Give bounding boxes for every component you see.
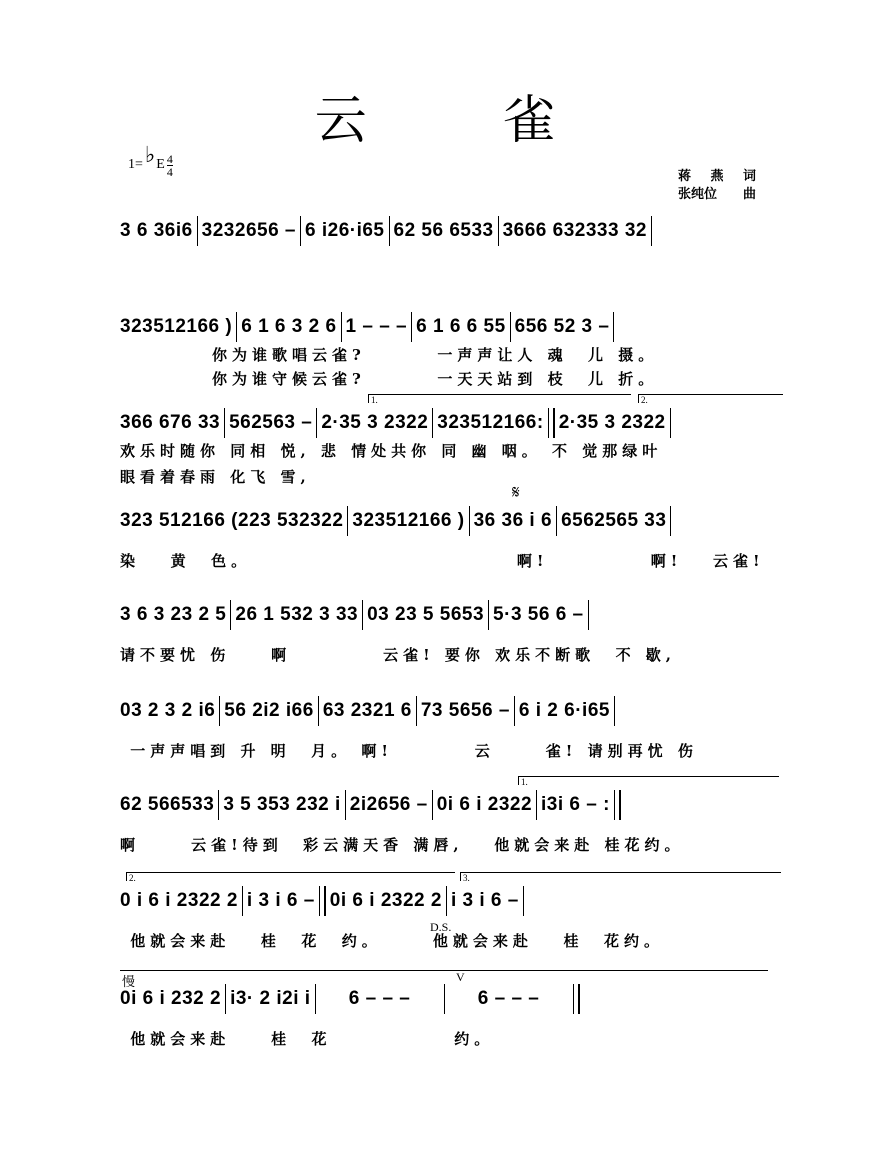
measure: i 3 i 6 – — [246, 890, 315, 911]
measure: 323 512166 — [120, 510, 226, 531]
measure: i 3 i 6 – — [450, 890, 519, 911]
volta-2: 2. — [126, 872, 455, 881]
composer-credit: 张纯位 曲 — [678, 187, 756, 202]
segno-icon: 𝄋 — [512, 482, 520, 502]
measure: 3 6 36i6 — [120, 220, 193, 241]
lyric-verse-1: 你为谁歌唱云雀? 一声声让人 魂 儿 摄。 — [120, 346, 659, 364]
measure: 26 1 532 3 33 — [235, 604, 359, 625]
measure: 2·35 3 2322 — [558, 412, 666, 433]
measure: 6 i 2 6·i65 — [518, 700, 610, 721]
measure: 0i 6 i 232 2 — [120, 988, 222, 1009]
measure: i3i 6 – : — [541, 794, 610, 815]
measure: 1 – – – — [345, 316, 408, 337]
tempo-mark: 慢 — [120, 970, 768, 979]
measure: 62 56 6533 — [393, 220, 494, 241]
measure: 63 2321 6 — [322, 700, 412, 721]
notes-row — [120, 696, 619, 726]
notes-row — [120, 790, 625, 820]
notes-row — [120, 506, 675, 536]
lyric: 啊 云雀!待到 彩云满天香 满唇, 他就会来赴 桂花约。 — [120, 836, 685, 854]
measure: 2i2656 – — [349, 794, 428, 815]
key-prefix: 1= — [128, 157, 143, 172]
measure: i3· 2 i2i i — [230, 988, 311, 1009]
measure: 562563 – — [229, 412, 313, 433]
notes-row — [120, 984, 584, 1014]
lyric-verse-2: 眼看着春雨 化飞 雪, — [120, 468, 311, 486]
volta-1: 1. — [518, 776, 779, 785]
measure: 6 1 6 3 2 6 — [241, 316, 337, 337]
notes-row — [120, 408, 675, 438]
time-signature — [167, 153, 173, 178]
measure: 3 5 353 232 i — [223, 794, 341, 815]
song-title: 云 雀 — [314, 91, 616, 151]
notes-row — [120, 600, 593, 630]
measure: 0i 6 i 2322 — [436, 794, 533, 815]
measure: 62 566533 — [120, 794, 215, 815]
volta-1: 1. — [368, 394, 631, 403]
measure: 323512166: — [437, 412, 544, 433]
measure: 03 23 5 5653 — [367, 604, 485, 625]
notes-row — [120, 312, 618, 342]
measure: 6 1 6 6 55 — [416, 316, 506, 337]
measure: 323512166 ) — [352, 510, 465, 531]
key-note: E — [156, 157, 165, 172]
notes-row — [120, 216, 656, 246]
measure: 2·35 3 2322 — [321, 412, 429, 433]
measure: 6562565 33 — [561, 510, 667, 531]
volta-3: 3. — [460, 872, 781, 881]
measure: 73 5656 – — [420, 700, 510, 721]
measure: 3232656 – — [201, 220, 296, 241]
notes-row — [120, 886, 528, 916]
lyricist-credit: 蒋 燕 词 — [678, 169, 756, 184]
measure: 5·3 56 6 – — [493, 604, 584, 625]
lyric: 请不要忧 伤 啊 云雀! 要你 欢乐不断歌 不 歇, — [120, 646, 677, 664]
flat-icon: ♭ — [144, 142, 156, 167]
measure: 3 6 3 23 2 5 — [120, 604, 227, 625]
lyric-verse-1: 欢乐时随你 同相 悦, 悲 情处共你 同 幽 咽。 不 觉那绿叶 — [120, 442, 663, 460]
measure: 56 2i2 i66 — [224, 700, 314, 721]
breath-mark: V — [456, 970, 465, 984]
lyric: 染 黄 色。 啊! 啊! 云雀! — [120, 552, 765, 570]
measure: 03 2 3 2 i6 — [120, 700, 216, 721]
measure: 0i 6 i 2322 2 — [329, 890, 442, 911]
time-bottom: 4 — [166, 164, 173, 179]
dal-segno-mark: D.S. — [430, 920, 452, 934]
lyric: 他就会来赴 桂 花 约。 — [120, 1030, 495, 1048]
lyric: 一声声唱到 升 明 月。 啊! 云 雀! 请别再忧 伤 — [120, 742, 698, 760]
measure: 323512166 ) — [120, 316, 233, 337]
measure: (223 532322 — [231, 510, 344, 531]
key-signature — [128, 142, 173, 179]
measure: 6 – – – — [477, 988, 540, 1009]
credits — [678, 168, 756, 204]
lyric-verse-2: 你为谁守候云雀? 一天天站到 枝 儿 折。 — [120, 370, 659, 388]
measure: 6 – – – — [348, 988, 411, 1009]
volta-2: 2. — [638, 394, 783, 403]
measure: 0 i 6 i 2322 2 — [120, 890, 238, 911]
measure: 366 676 33 — [120, 412, 221, 433]
measure: 656 52 3 – — [514, 316, 610, 337]
measure: 36 36 i 6 — [473, 510, 553, 531]
measure: 3666 632333 32 — [502, 220, 647, 241]
lyric: 他就会来赴 桂 花 约。 他就会来赴 桂 花约。 — [120, 932, 665, 950]
measure: 6 i26·i65 — [305, 220, 385, 241]
time-top: 4 — [166, 151, 173, 166]
